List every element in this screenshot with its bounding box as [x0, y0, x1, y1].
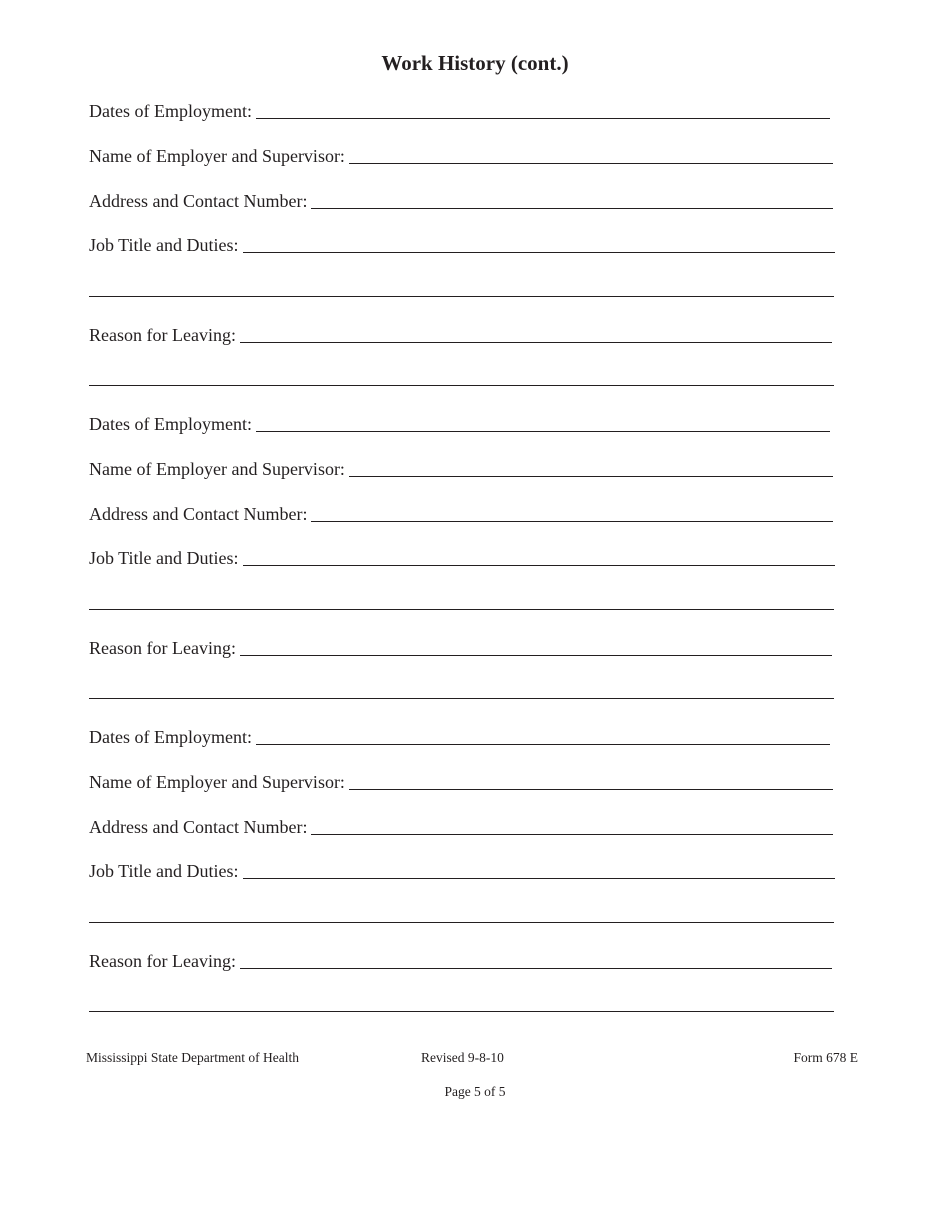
employer-supervisor-field-2[interactable]	[89, 456, 833, 480]
dates-of-employment-line[interactable]	[256, 100, 830, 119]
footer-department: Mississippi State Department of Health	[86, 1050, 299, 1065]
address-contact-field-2[interactable]	[89, 501, 833, 525]
dates-of-employment-field-1[interactable]	[89, 98, 830, 122]
footer-revised-date: Revised 9-8-10	[421, 1050, 504, 1065]
job-title-duties-line[interactable]	[243, 547, 835, 566]
footer-form-number: Form 678 E	[793, 1050, 858, 1065]
reason-for-leaving-continuation-line-1[interactable]	[89, 385, 834, 386]
address-contact-label: Address and Contact Number:	[89, 504, 308, 524]
job-title-duties-line[interactable]	[243, 234, 835, 253]
employer-supervisor-line[interactable]	[349, 145, 833, 164]
address-contact-field-3[interactable]	[89, 814, 833, 838]
employer-supervisor-field-3[interactable]	[89, 769, 833, 793]
reason-for-leaving-field-2[interactable]	[89, 635, 832, 659]
address-contact-field-1[interactable]	[89, 188, 833, 212]
address-contact-line[interactable]	[311, 816, 833, 835]
reason-for-leaving-label: Reason for Leaving:	[89, 325, 236, 345]
reason-for-leaving-continuation-line-2[interactable]	[89, 698, 834, 699]
job-title-duties-label: Job Title and Duties:	[89, 861, 239, 881]
job-title-duties-field-3[interactable]	[89, 858, 835, 882]
dates-of-employment-label: Dates of Employment:	[89, 727, 252, 747]
dates-of-employment-line[interactable]	[256, 413, 830, 432]
page-title: Work History (cont.)	[381, 51, 569, 75]
reason-for-leaving-field-3[interactable]	[89, 948, 832, 972]
job-title-duties-field-1[interactable]	[89, 232, 835, 256]
footer-page-number: Page 5 of 5	[444, 1084, 506, 1099]
address-contact-label: Address and Contact Number:	[89, 191, 308, 211]
employer-supervisor-field-1[interactable]	[89, 143, 833, 167]
job-title-duties-continuation-line-1[interactable]	[89, 296, 834, 297]
address-contact-line[interactable]	[311, 190, 833, 209]
job-title-duties-field-2[interactable]	[89, 545, 835, 569]
job-title-duties-label: Job Title and Duties:	[89, 235, 239, 255]
dates-of-employment-line[interactable]	[256, 726, 830, 745]
address-contact-line[interactable]	[311, 503, 833, 522]
employer-supervisor-label: Name of Employer and Supervisor:	[89, 772, 345, 792]
job-title-duties-continuation-line-3[interactable]	[89, 922, 834, 923]
job-title-duties-continuation-line-2[interactable]	[89, 609, 834, 610]
address-contact-label: Address and Contact Number:	[89, 817, 308, 837]
reason-for-leaving-line[interactable]	[240, 324, 832, 343]
employer-supervisor-line[interactable]	[349, 771, 833, 790]
job-title-duties-label: Job Title and Duties:	[89, 548, 239, 568]
reason-for-leaving-continuation-line-3[interactable]	[89, 1011, 834, 1012]
reason-for-leaving-label: Reason for Leaving:	[89, 638, 236, 658]
dates-of-employment-label: Dates of Employment:	[89, 101, 252, 121]
reason-for-leaving-label: Reason for Leaving:	[89, 951, 236, 971]
reason-for-leaving-line[interactable]	[240, 637, 832, 656]
employer-supervisor-label: Name of Employer and Supervisor:	[89, 459, 345, 479]
dates-of-employment-field-3[interactable]	[89, 724, 830, 748]
employer-supervisor-label: Name of Employer and Supervisor:	[89, 146, 345, 166]
job-title-duties-line[interactable]	[243, 860, 835, 879]
dates-of-employment-label: Dates of Employment:	[89, 414, 252, 434]
reason-for-leaving-line[interactable]	[240, 950, 832, 969]
reason-for-leaving-field-1[interactable]	[89, 322, 832, 346]
employer-supervisor-line[interactable]	[349, 458, 833, 477]
dates-of-employment-field-2[interactable]	[89, 411, 830, 435]
